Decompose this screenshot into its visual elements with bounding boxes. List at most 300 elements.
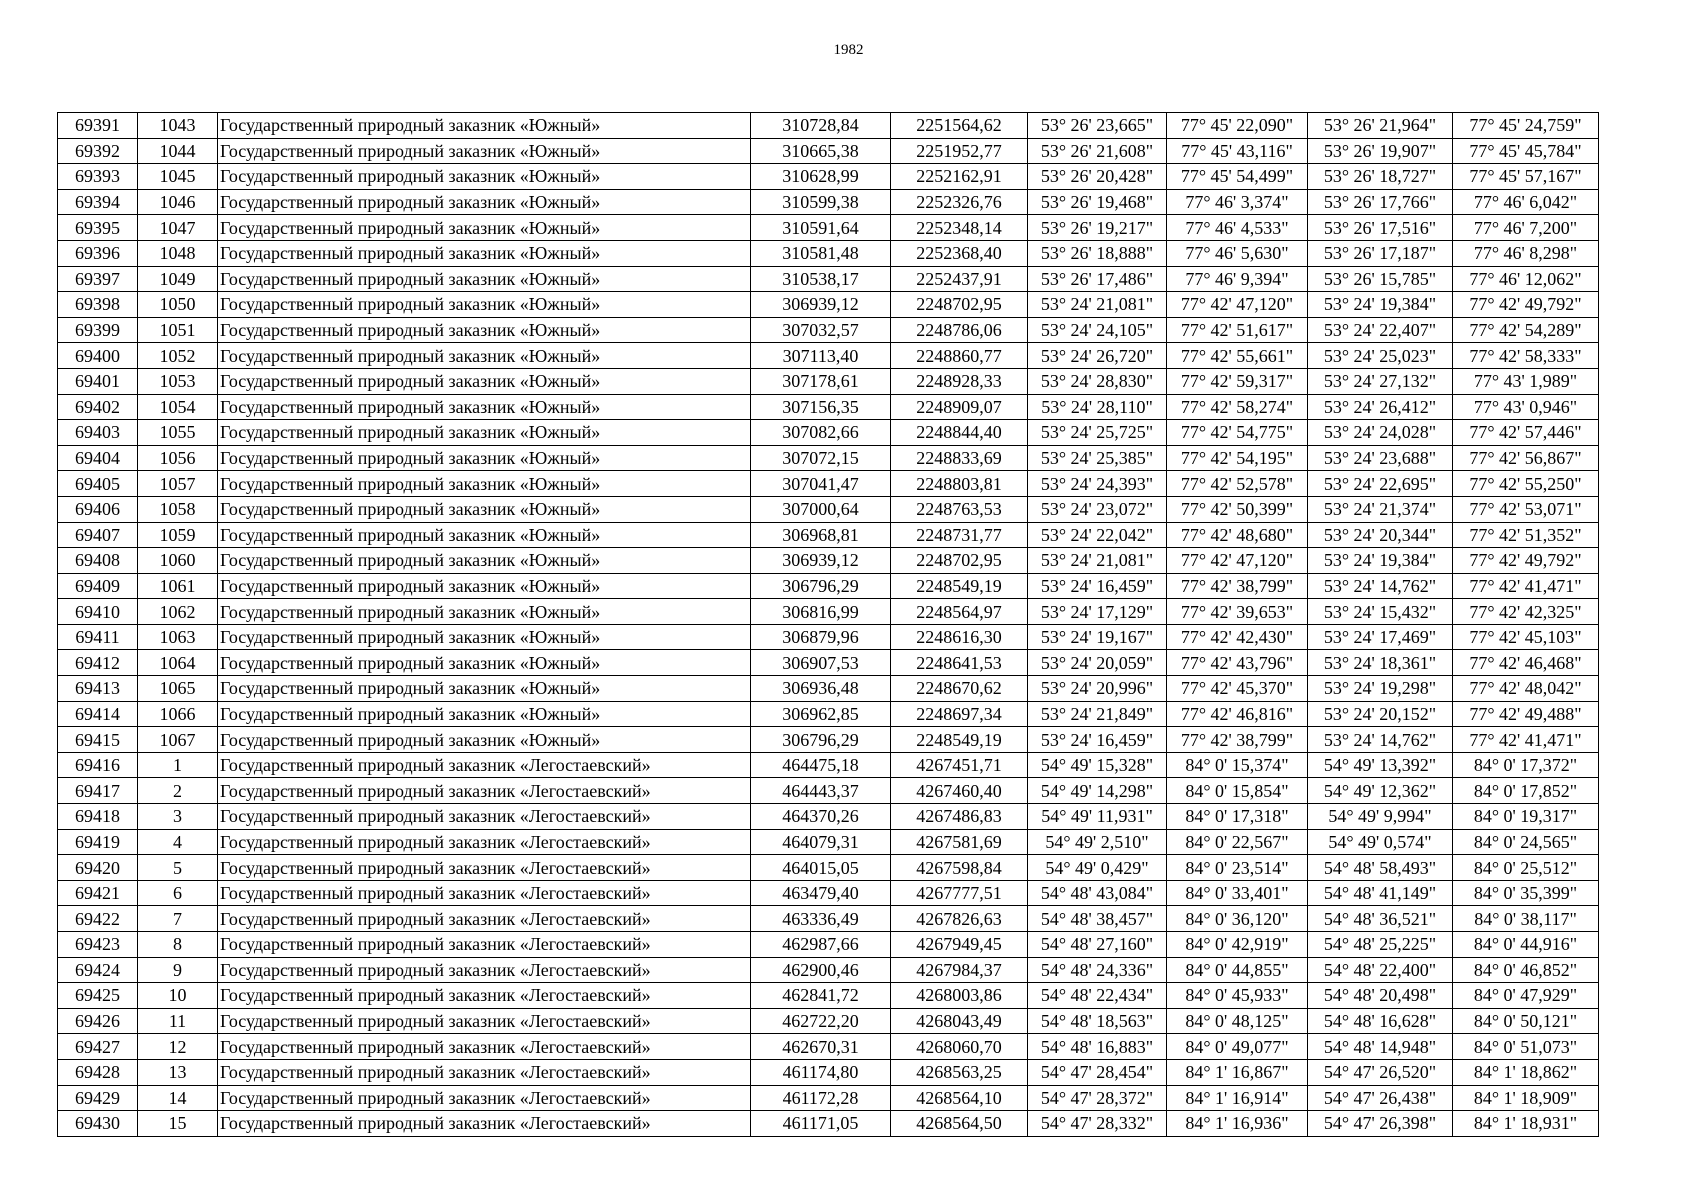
point-number-cell: 1056 <box>138 445 218 471</box>
latitude-2-cell: 53° 24' 19,298" <box>1308 676 1453 702</box>
longitude-1-cell: 77° 42' 54,195" <box>1167 445 1308 471</box>
record-number-cell: 69418 <box>58 804 138 830</box>
record-number-cell: 69396 <box>58 240 138 266</box>
longitude-2-cell: 77° 42' 56,867" <box>1453 445 1599 471</box>
longitude-2-cell: 84° 1' 18,931" <box>1453 1111 1599 1137</box>
record-number-cell: 69424 <box>58 957 138 983</box>
latitude-1-cell: 53° 24' 16,459" <box>1028 727 1167 753</box>
table-row <box>58 1085 1599 1111</box>
object-name-cell: Государственный природный заказник «Южный» <box>218 701 751 727</box>
coordinate-x-cell: 306939,12 <box>751 548 891 574</box>
point-number-cell: 1052 <box>138 343 218 369</box>
object-name-cell: Государственный природный заказник «Легостаевский» <box>218 1059 751 1085</box>
point-number-cell: 7 <box>138 906 218 932</box>
record-number-cell: 69411 <box>58 624 138 650</box>
object-name-cell: Государственный природный заказник «Южный» <box>218 317 751 343</box>
object-name-cell: Государственный природный заказник «Южный» <box>218 164 751 190</box>
table-row <box>58 778 1599 804</box>
table-row <box>58 292 1599 318</box>
longitude-2-cell: 84° 0' 17,372" <box>1453 752 1599 778</box>
coordinate-y-cell: 4267777,51 <box>891 880 1028 906</box>
record-number-cell: 69417 <box>58 778 138 804</box>
coordinate-y-cell: 2248702,95 <box>891 548 1028 574</box>
point-number-cell: 1043 <box>138 113 218 139</box>
longitude-2-cell: 84° 0' 17,852" <box>1453 778 1599 804</box>
latitude-2-cell: 53° 26' 19,907" <box>1308 138 1453 164</box>
point-number-cell: 1067 <box>138 727 218 753</box>
latitude-1-cell: 53° 26' 19,217" <box>1028 215 1167 241</box>
latitude-1-cell: 53° 26' 21,608" <box>1028 138 1167 164</box>
longitude-1-cell: 84° 0' 45,933" <box>1167 983 1308 1009</box>
coordinate-y-cell: 2252162,91 <box>891 164 1028 190</box>
latitude-2-cell: 54° 48' 20,498" <box>1308 983 1453 1009</box>
table-row <box>58 855 1599 881</box>
record-number-cell: 69429 <box>58 1085 138 1111</box>
latitude-1-cell: 53° 24' 21,081" <box>1028 292 1167 318</box>
latitude-1-cell: 54° 48' 27,160" <box>1028 932 1167 958</box>
latitude-1-cell: 53° 26' 20,428" <box>1028 164 1167 190</box>
point-number-cell: 14 <box>138 1085 218 1111</box>
record-number-cell: 69412 <box>58 650 138 676</box>
coordinate-x-cell: 306939,12 <box>751 292 891 318</box>
point-number-cell: 15 <box>138 1111 218 1137</box>
coordinates-table <box>57 112 1599 1137</box>
object-name-cell: Государственный природный заказник «Легостаевский» <box>218 855 751 881</box>
longitude-1-cell: 84° 0' 42,919" <box>1167 932 1308 958</box>
record-number-cell: 69419 <box>58 829 138 855</box>
object-name-cell: Государственный природный заказник «Легостаевский» <box>218 804 751 830</box>
object-name-cell: Государственный природный заказник «Южный» <box>218 292 751 318</box>
coordinate-x-cell: 310538,17 <box>751 266 891 292</box>
coordinate-y-cell: 4268043,49 <box>891 1008 1028 1034</box>
coordinate-y-cell: 2248549,19 <box>891 727 1028 753</box>
latitude-2-cell: 53° 24' 21,374" <box>1308 496 1453 522</box>
latitude-1-cell: 53° 24' 25,385" <box>1028 445 1167 471</box>
object-name-cell: Государственный природный заказник «Южный» <box>218 548 751 574</box>
longitude-1-cell: 77° 42' 38,799" <box>1167 573 1308 599</box>
point-number-cell: 1 <box>138 752 218 778</box>
point-number-cell: 1065 <box>138 676 218 702</box>
coordinate-x-cell: 464475,18 <box>751 752 891 778</box>
longitude-1-cell: 84° 0' 44,855" <box>1167 957 1308 983</box>
record-number-cell: 69413 <box>58 676 138 702</box>
latitude-1-cell: 53° 24' 21,849" <box>1028 701 1167 727</box>
coordinate-y-cell: 4268563,25 <box>891 1059 1028 1085</box>
longitude-2-cell: 84° 0' 38,117" <box>1453 906 1599 932</box>
coordinate-y-cell: 2248564,97 <box>891 599 1028 625</box>
object-name-cell: Государственный природный заказник «Южный» <box>218 215 751 241</box>
object-name-cell: Государственный природный заказник «Легостаевский» <box>218 1034 751 1060</box>
coordinate-y-cell: 4268060,70 <box>891 1034 1028 1060</box>
record-number-cell: 69400 <box>58 343 138 369</box>
table-body <box>58 113 1599 1137</box>
point-number-cell: 10 <box>138 983 218 1009</box>
point-number-cell: 12 <box>138 1034 218 1060</box>
latitude-1-cell: 53° 24' 26,720" <box>1028 343 1167 369</box>
table-row <box>58 829 1599 855</box>
object-name-cell: Государственный природный заказник «Южный» <box>218 138 751 164</box>
coordinate-y-cell: 2248616,30 <box>891 624 1028 650</box>
longitude-1-cell: 77° 46' 5,630" <box>1167 240 1308 266</box>
longitude-1-cell: 84° 0' 17,318" <box>1167 804 1308 830</box>
coordinate-x-cell: 461171,05 <box>751 1111 891 1137</box>
latitude-2-cell: 53° 24' 14,762" <box>1308 727 1453 753</box>
latitude-2-cell: 53° 24' 20,344" <box>1308 522 1453 548</box>
coordinate-x-cell: 306936,48 <box>751 676 891 702</box>
latitude-2-cell: 53° 24' 19,384" <box>1308 292 1453 318</box>
table-row <box>58 727 1599 753</box>
latitude-1-cell: 54° 48' 24,336" <box>1028 957 1167 983</box>
record-number-cell: 69428 <box>58 1059 138 1085</box>
longitude-2-cell: 77° 46' 7,200" <box>1453 215 1599 241</box>
coordinate-y-cell: 2248833,69 <box>891 445 1028 471</box>
longitude-1-cell: 77° 42' 47,120" <box>1167 292 1308 318</box>
point-number-cell: 1048 <box>138 240 218 266</box>
record-number-cell: 69415 <box>58 727 138 753</box>
longitude-2-cell: 84° 0' 47,929" <box>1453 983 1599 1009</box>
table-row <box>58 932 1599 958</box>
object-name-cell: Государственный природный заказник «Южный» <box>218 471 751 497</box>
latitude-1-cell: 53° 24' 25,725" <box>1028 420 1167 446</box>
coordinate-x-cell: 464079,31 <box>751 829 891 855</box>
object-name-cell: Государственный природный заказник «Южный» <box>218 496 751 522</box>
longitude-1-cell: 77° 42' 38,799" <box>1167 727 1308 753</box>
point-number-cell: 6 <box>138 880 218 906</box>
longitude-2-cell: 77° 45' 24,759" <box>1453 113 1599 139</box>
latitude-1-cell: 53° 26' 17,486" <box>1028 266 1167 292</box>
latitude-2-cell: 53° 26' 18,727" <box>1308 164 1453 190</box>
record-number-cell: 69408 <box>58 548 138 574</box>
longitude-1-cell: 77° 45' 54,499" <box>1167 164 1308 190</box>
latitude-2-cell: 53° 24' 14,762" <box>1308 573 1453 599</box>
record-number-cell: 69423 <box>58 932 138 958</box>
coordinate-x-cell: 310728,84 <box>751 113 891 139</box>
table-row <box>58 804 1599 830</box>
table-row <box>58 1059 1599 1085</box>
point-number-cell: 1057 <box>138 471 218 497</box>
coordinate-y-cell: 2248697,34 <box>891 701 1028 727</box>
table-row <box>58 676 1599 702</box>
object-name-cell: Государственный природный заказник «Южный» <box>218 394 751 420</box>
object-name-cell: Государственный природный заказник «Легостаевский» <box>218 752 751 778</box>
point-number-cell: 1060 <box>138 548 218 574</box>
table-row <box>58 650 1599 676</box>
table-row <box>58 522 1599 548</box>
longitude-1-cell: 77° 42' 42,430" <box>1167 624 1308 650</box>
point-number-cell: 13 <box>138 1059 218 1085</box>
coordinate-x-cell: 306907,53 <box>751 650 891 676</box>
longitude-1-cell: 84° 0' 36,120" <box>1167 906 1308 932</box>
coordinate-x-cell: 306816,99 <box>751 599 891 625</box>
latitude-2-cell: 54° 48' 14,948" <box>1308 1034 1453 1060</box>
table-row <box>58 701 1599 727</box>
longitude-1-cell: 77° 42' 50,399" <box>1167 496 1308 522</box>
record-number-cell: 69414 <box>58 701 138 727</box>
latitude-1-cell: 54° 49' 2,510" <box>1028 829 1167 855</box>
point-number-cell: 1053 <box>138 368 218 394</box>
point-number-cell: 3 <box>138 804 218 830</box>
longitude-2-cell: 77° 42' 54,289" <box>1453 317 1599 343</box>
longitude-2-cell: 77° 42' 58,333" <box>1453 343 1599 369</box>
table-row <box>58 368 1599 394</box>
coordinate-y-cell: 2252348,14 <box>891 215 1028 241</box>
latitude-1-cell: 54° 48' 16,883" <box>1028 1034 1167 1060</box>
longitude-1-cell: 84° 0' 22,567" <box>1167 829 1308 855</box>
coordinate-x-cell: 307082,66 <box>751 420 891 446</box>
point-number-cell: 1049 <box>138 266 218 292</box>
coordinate-x-cell: 307072,15 <box>751 445 891 471</box>
page-number: 1982 <box>833 42 864 58</box>
table-row <box>58 240 1599 266</box>
longitude-2-cell: 77° 42' 41,471" <box>1453 573 1599 599</box>
longitude-2-cell: 84° 1' 18,862" <box>1453 1059 1599 1085</box>
table-row <box>58 906 1599 932</box>
longitude-1-cell: 77° 42' 54,775" <box>1167 420 1308 446</box>
record-number-cell: 69404 <box>58 445 138 471</box>
longitude-1-cell: 77° 42' 46,816" <box>1167 701 1308 727</box>
coordinate-y-cell: 4267949,45 <box>891 932 1028 958</box>
table-row <box>58 1034 1599 1060</box>
coordinate-x-cell: 307041,47 <box>751 471 891 497</box>
latitude-2-cell: 53° 24' 22,695" <box>1308 471 1453 497</box>
longitude-2-cell: 77° 42' 46,468" <box>1453 650 1599 676</box>
coordinate-y-cell: 4267826,63 <box>891 906 1028 932</box>
latitude-2-cell: 54° 49' 0,574" <box>1308 829 1453 855</box>
coordinate-x-cell: 310599,38 <box>751 189 891 215</box>
object-name-cell: Государственный природный заказник «Легостаевский» <box>218 829 751 855</box>
longitude-2-cell: 84° 0' 50,121" <box>1453 1008 1599 1034</box>
table-row <box>58 394 1599 420</box>
point-number-cell: 1044 <box>138 138 218 164</box>
latitude-2-cell: 53° 24' 15,432" <box>1308 599 1453 625</box>
record-number-cell: 69392 <box>58 138 138 164</box>
longitude-1-cell: 77° 42' 39,653" <box>1167 599 1308 625</box>
longitude-2-cell: 77° 43' 0,946" <box>1453 394 1599 420</box>
coordinate-y-cell: 2248844,40 <box>891 420 1028 446</box>
longitude-1-cell: 77° 42' 48,680" <box>1167 522 1308 548</box>
coordinate-x-cell: 306962,85 <box>751 701 891 727</box>
record-number-cell: 69398 <box>58 292 138 318</box>
longitude-2-cell: 77° 42' 53,071" <box>1453 496 1599 522</box>
table-row <box>58 752 1599 778</box>
point-number-cell: 1046 <box>138 189 218 215</box>
latitude-2-cell: 53° 24' 20,152" <box>1308 701 1453 727</box>
coordinate-x-cell: 307032,57 <box>751 317 891 343</box>
latitude-1-cell: 54° 48' 38,457" <box>1028 906 1167 932</box>
longitude-1-cell: 77° 46' 9,394" <box>1167 266 1308 292</box>
latitude-2-cell: 54° 48' 16,628" <box>1308 1008 1453 1034</box>
longitude-2-cell: 84° 0' 19,317" <box>1453 804 1599 830</box>
object-name-cell: Государственный природный заказник «Легостаевский» <box>218 778 751 804</box>
table-row <box>58 599 1599 625</box>
longitude-2-cell: 77° 45' 57,167" <box>1453 164 1599 190</box>
coordinate-y-cell: 2248786,06 <box>891 317 1028 343</box>
longitude-2-cell: 84° 0' 51,073" <box>1453 1034 1599 1060</box>
latitude-2-cell: 54° 49' 9,994" <box>1308 804 1453 830</box>
longitude-1-cell: 84° 0' 15,854" <box>1167 778 1308 804</box>
latitude-1-cell: 53° 24' 22,042" <box>1028 522 1167 548</box>
longitude-2-cell: 84° 1' 18,909" <box>1453 1085 1599 1111</box>
latitude-2-cell: 54° 48' 58,493" <box>1308 855 1453 881</box>
coordinate-y-cell: 4267486,83 <box>891 804 1028 830</box>
coordinate-x-cell: 461172,28 <box>751 1085 891 1111</box>
latitude-1-cell: 53° 26' 18,888" <box>1028 240 1167 266</box>
coordinate-y-cell: 2248670,62 <box>891 676 1028 702</box>
coordinate-x-cell: 306796,29 <box>751 573 891 599</box>
latitude-2-cell: 54° 49' 12,362" <box>1308 778 1453 804</box>
coordinate-y-cell: 2252368,40 <box>891 240 1028 266</box>
longitude-1-cell: 77° 42' 52,578" <box>1167 471 1308 497</box>
latitude-2-cell: 53° 26' 17,187" <box>1308 240 1453 266</box>
longitude-2-cell: 77° 42' 49,792" <box>1453 548 1599 574</box>
point-number-cell: 1062 <box>138 599 218 625</box>
object-name-cell: Государственный природный заказник «Южный» <box>218 445 751 471</box>
coordinate-y-cell: 2248909,07 <box>891 394 1028 420</box>
record-number-cell: 69421 <box>58 880 138 906</box>
longitude-1-cell: 77° 42' 59,317" <box>1167 368 1308 394</box>
object-name-cell: Государственный природный заказник «Южный» <box>218 368 751 394</box>
object-name-cell: Государственный природный заказник «Южный» <box>218 676 751 702</box>
latitude-1-cell: 53° 24' 24,105" <box>1028 317 1167 343</box>
latitude-2-cell: 53° 24' 24,028" <box>1308 420 1453 446</box>
latitude-2-cell: 53° 24' 17,469" <box>1308 624 1453 650</box>
latitude-1-cell: 54° 47' 28,332" <box>1028 1111 1167 1137</box>
record-number-cell: 69399 <box>58 317 138 343</box>
coordinate-y-cell: 4267984,37 <box>891 957 1028 983</box>
longitude-2-cell: 77° 42' 45,103" <box>1453 624 1599 650</box>
longitude-2-cell: 77° 45' 45,784" <box>1453 138 1599 164</box>
latitude-2-cell: 53° 26' 17,766" <box>1308 189 1453 215</box>
longitude-1-cell: 84° 1' 16,914" <box>1167 1085 1308 1111</box>
point-number-cell: 9 <box>138 957 218 983</box>
point-number-cell: 5 <box>138 855 218 881</box>
object-name-cell: Государственный природный заказник «Южный» <box>218 113 751 139</box>
table-row <box>58 266 1599 292</box>
point-number-cell: 1050 <box>138 292 218 318</box>
longitude-1-cell: 77° 42' 55,661" <box>1167 343 1308 369</box>
latitude-1-cell: 53° 24' 16,459" <box>1028 573 1167 599</box>
latitude-1-cell: 54° 48' 43,084" <box>1028 880 1167 906</box>
object-name-cell: Государственный природный заказник «Южный» <box>218 266 751 292</box>
coordinate-y-cell: 2248641,53 <box>891 650 1028 676</box>
point-number-cell: 1066 <box>138 701 218 727</box>
coordinate-y-cell: 4268564,50 <box>891 1111 1028 1137</box>
point-number-cell: 1047 <box>138 215 218 241</box>
object-name-cell: Государственный природный заказник «Южный» <box>218 573 751 599</box>
longitude-1-cell: 84° 0' 48,125" <box>1167 1008 1308 1034</box>
coordinate-x-cell: 307000,64 <box>751 496 891 522</box>
latitude-2-cell: 53° 24' 25,023" <box>1308 343 1453 369</box>
record-number-cell: 69427 <box>58 1034 138 1060</box>
coordinate-y-cell: 4268003,86 <box>891 983 1028 1009</box>
latitude-1-cell: 54° 49' 14,298" <box>1028 778 1167 804</box>
coordinate-y-cell: 2248549,19 <box>891 573 1028 599</box>
coordinate-x-cell: 462900,46 <box>751 957 891 983</box>
point-number-cell: 1058 <box>138 496 218 522</box>
latitude-1-cell: 53° 26' 19,468" <box>1028 189 1167 215</box>
longitude-2-cell: 84° 0' 35,399" <box>1453 880 1599 906</box>
longitude-1-cell: 77° 45' 22,090" <box>1167 113 1308 139</box>
latitude-1-cell: 53° 24' 28,830" <box>1028 368 1167 394</box>
longitude-2-cell: 77° 46' 6,042" <box>1453 189 1599 215</box>
object-name-cell: Государственный природный заказник «Южный» <box>218 727 751 753</box>
object-name-cell: Государственный природный заказник «Южный» <box>218 624 751 650</box>
table-row <box>58 343 1599 369</box>
longitude-2-cell: 77° 46' 12,062" <box>1453 266 1599 292</box>
coordinate-x-cell: 310628,99 <box>751 164 891 190</box>
latitude-1-cell: 53° 24' 21,081" <box>1028 548 1167 574</box>
latitude-1-cell: 53° 24' 23,072" <box>1028 496 1167 522</box>
record-number-cell: 69430 <box>58 1111 138 1137</box>
longitude-1-cell: 77° 42' 47,120" <box>1167 548 1308 574</box>
latitude-2-cell: 53° 24' 22,407" <box>1308 317 1453 343</box>
coordinate-x-cell: 310665,38 <box>751 138 891 164</box>
longitude-1-cell: 84° 0' 49,077" <box>1167 1034 1308 1060</box>
coordinate-y-cell: 2248928,33 <box>891 368 1028 394</box>
table-row <box>58 1008 1599 1034</box>
latitude-2-cell: 54° 47' 26,520" <box>1308 1059 1453 1085</box>
table-row <box>58 624 1599 650</box>
table-row <box>58 420 1599 446</box>
coordinate-x-cell: 307113,40 <box>751 343 891 369</box>
table-row <box>58 445 1599 471</box>
longitude-2-cell: 84° 0' 25,512" <box>1453 855 1599 881</box>
coordinate-x-cell: 310581,48 <box>751 240 891 266</box>
object-name-cell: Государственный природный заказник «Легостаевский» <box>218 932 751 958</box>
longitude-2-cell: 77° 42' 55,250" <box>1453 471 1599 497</box>
latitude-1-cell: 54° 49' 11,931" <box>1028 804 1167 830</box>
record-number-cell: 69401 <box>58 368 138 394</box>
longitude-2-cell: 84° 0' 44,916" <box>1453 932 1599 958</box>
object-name-cell: Государственный природный заказник «Южный» <box>218 240 751 266</box>
latitude-2-cell: 54° 48' 22,400" <box>1308 957 1453 983</box>
record-number-cell: 69407 <box>58 522 138 548</box>
longitude-1-cell: 84° 0' 15,374" <box>1167 752 1308 778</box>
table-row <box>58 215 1599 241</box>
point-number-cell: 11 <box>138 1008 218 1034</box>
point-number-cell: 2 <box>138 778 218 804</box>
longitude-2-cell: 77° 42' 42,325" <box>1453 599 1599 625</box>
latitude-2-cell: 54° 48' 25,225" <box>1308 932 1453 958</box>
longitude-1-cell: 84° 1' 16,867" <box>1167 1059 1308 1085</box>
longitude-1-cell: 84° 0' 23,514" <box>1167 855 1308 881</box>
latitude-1-cell: 54° 49' 0,429" <box>1028 855 1167 881</box>
table-row <box>58 957 1599 983</box>
object-name-cell: Государственный природный заказник «Легостаевский» <box>218 1085 751 1111</box>
latitude-2-cell: 53° 26' 21,964" <box>1308 113 1453 139</box>
longitude-1-cell: 77° 46' 4,533" <box>1167 215 1308 241</box>
longitude-1-cell: 84° 1' 16,936" <box>1167 1111 1308 1137</box>
record-number-cell: 69409 <box>58 573 138 599</box>
coordinate-x-cell: 462670,31 <box>751 1034 891 1060</box>
longitude-2-cell: 77° 42' 41,471" <box>1453 727 1599 753</box>
table-row <box>58 548 1599 574</box>
object-name-cell: Государственный природный заказник «Легостаевский» <box>218 906 751 932</box>
coordinate-x-cell: 307156,35 <box>751 394 891 420</box>
coordinate-x-cell: 462722,20 <box>751 1008 891 1034</box>
coordinate-x-cell: 306968,81 <box>751 522 891 548</box>
record-number-cell: 69406 <box>58 496 138 522</box>
point-number-cell: 1051 <box>138 317 218 343</box>
record-number-cell: 69402 <box>58 394 138 420</box>
coordinate-x-cell: 464370,26 <box>751 804 891 830</box>
coordinate-y-cell: 4267451,71 <box>891 752 1028 778</box>
longitude-2-cell: 77° 46' 8,298" <box>1453 240 1599 266</box>
coordinate-y-cell: 2248860,77 <box>891 343 1028 369</box>
point-number-cell: 4 <box>138 829 218 855</box>
object-name-cell: Государственный природный заказник «Южный» <box>218 189 751 215</box>
point-number-cell: 8 <box>138 932 218 958</box>
